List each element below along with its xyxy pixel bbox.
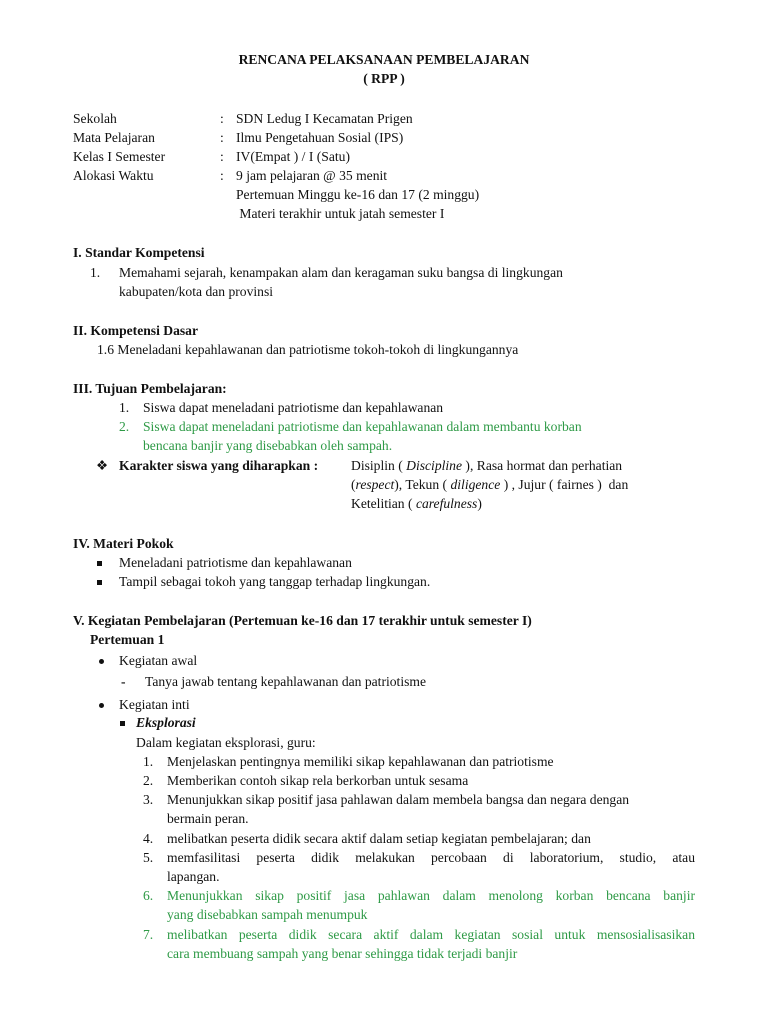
info-value-kelas: IV(Empat ) / I (Satu) [236,149,351,164]
round-bullet-icon [99,652,104,669]
pertemuan-heading: Pertemuan 1 [90,632,165,647]
list-item-number: 4. [143,831,154,846]
sk-text-line1: Memahami sejarah, kenampakan alam dan keragaman suku bangsa di lingkungan [119,265,563,280]
list-item-text: Menjelaskan pentingnya memiliki sikap kepahlawanan dan patriotisme [167,754,554,769]
eksplorasi-heading: Eksplorasi [136,715,196,730]
info-value-mapel: Ilmu Pengetahuan Sosial (IPS) [236,130,404,145]
list-item-number: 6. [143,888,154,903]
materi-item: Meneladani patriotisme dan kepahlawanan [119,555,352,570]
list-item-number: 3. [143,792,154,807]
tp-item-number: 1. [119,400,130,415]
list-item-text: melibatkan peserta didik secara aktif dalam setiap kegiatan pembelajaran; dan [167,831,591,846]
karakter-values-line3: Ketelitian ( carefulness) [351,496,482,511]
info-value-sekolah: SDN Ledug I Kecamatan Prigen [236,111,413,126]
info-value-alokasi: 9 jam pelajaran @ 35 menit [236,168,388,183]
square-bullet-icon [97,573,102,590]
info-sep: : [220,111,224,126]
info-sep: : [220,130,224,145]
heading-standar-kompetensi: I. Standar Kompetensi [73,245,205,260]
heading-kegiatan-pembelajaran: V. Kegiatan Pembelajaran (Pertemuan ke-16 dan 17 terakhir untuk semester I) [73,613,532,628]
info-label-sekolah: Sekolah [73,111,117,126]
list-item-number: 7. [143,927,154,942]
info-sep: : [220,168,224,183]
document-title: RENCANA PELAKSANAAN PEMBELAJARAN [238,52,530,67]
diamond-bullet-icon: ❖ [96,458,109,473]
list-item-text: Memberikan contoh sikap rela berkorban untuk sesama [167,773,469,788]
square-bullet-icon [97,554,102,571]
info-label-mapel: Mata Pelajaran [73,130,155,145]
info-extra-materi: Materi terakhir untuk jatah semester I [236,206,445,221]
list-item-number: 1. [143,754,154,769]
heading-materi-pokok: IV. Materi Pokok [73,536,174,551]
list-item-text-line2: lapangan. [167,869,220,884]
tp-item-text-line2: bencana banjir yang disebabkan oleh sampah. [143,438,393,453]
round-bullet-icon [99,696,104,713]
list-item-text-line1: melibatkan peserta didik secara aktif dalam kegiatan sosial untuk mensosialisasikan [167,927,695,942]
list-item-text-line2: yang disebabkan sampah menumpuk [167,907,368,922]
heading-tujuan-pembelajaran: III. Tujuan Pembelajaran: [73,381,227,396]
list-item-text-line1: memfasilitasi peserta didik melakukan percobaan di laboratorium, studio, atau [167,850,695,865]
tp-item-number: 2. [119,419,130,434]
kegiatan-awal-label: Kegiatan awal [119,653,198,668]
info-label-alokasi: Alokasi Waktu [73,168,154,183]
karakter-label: Karakter siswa yang diharapkan : [119,458,319,473]
list-item-number: 2. [143,773,154,788]
info-sep: : [220,149,224,164]
kegiatan-awal-item: Tanya jawab tentang kepahlawanan dan patriotisme [145,674,427,689]
info-label-kelas: Kelas I Semester [73,149,166,164]
list-item-text-line1: Menunjukkan sikap positif jasa pahlawan dalam membela bangsa dan negara dengan [167,792,630,807]
karakter-values-line1: Disiplin ( Discipline ), Rasa hormat dan perhatian [351,458,623,473]
karakter-values-line2: (respect), Tekun ( diligence ) , Jujur ( fairnes ) dan [351,477,629,492]
sk-text-line2: kabupaten/kota dan provinsi [119,284,274,299]
info-extra-pertemuan: Pertemuan Minggu ke-16 dan 17 (2 minggu) [236,187,480,202]
kegiatan-inti-label: Kegiatan inti [119,697,190,712]
list-item-text-line1: Menunjukkan sikap positif jasa pahlawan dalam menolong korban bencana banjir [167,888,695,903]
list-item-text-line2: bermain peran. [167,811,249,826]
tp-item-text: Siswa dapat meneladani patriotisme dan kepahlawanan [143,400,444,415]
tp-item-text-line1: Siswa dapat meneladani patriotisme dan kepahlawanan dalam membantu korban [143,419,582,434]
document-subtitle: ( RPP ) [363,71,405,86]
list-item-number: 5. [143,850,154,865]
list-item-text-line2: cara membuang sampah yang benar sehingga tidak terjadi banjir [167,946,518,961]
square-bullet-icon [120,714,125,731]
heading-kompetensi-dasar: II. Kompetensi Dasar [73,323,198,338]
kd-item: 1.6 Meneladani kepahlawanan dan patriotisme tokoh-tokoh di lingkungannya [97,342,519,357]
eksplorasi-intro: Dalam kegiatan eksplorasi, guru: [136,735,316,750]
materi-item: Tampil sebagai tokoh yang tanggap terhadap lingkungan. [119,574,431,589]
dash-bullet-icon: - [121,674,126,689]
sk-number: 1. [90,265,101,280]
